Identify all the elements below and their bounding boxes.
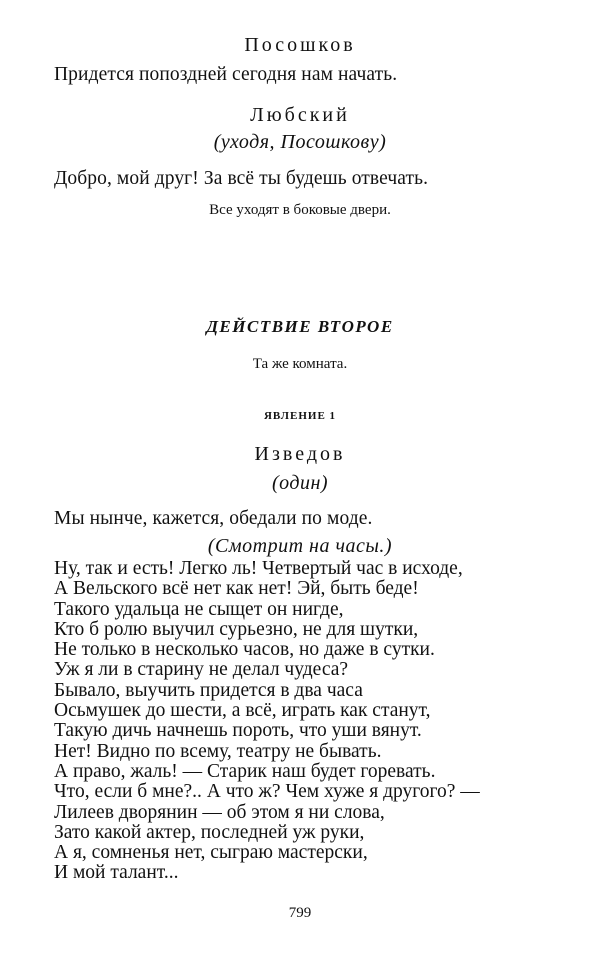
- verse-line: Лилеев дворянин — об этом я ни слова,: [54, 801, 385, 823]
- act-setting: Та же комната.: [252, 356, 348, 372]
- verse-line: Уж я ли в старину не делал чудеса?: [54, 659, 349, 681]
- page-number: 799: [288, 905, 312, 921]
- verse-line: Такого удальца не сыщет он нигде,: [54, 598, 344, 620]
- verse-line: А право, жаль! — Старик наш будет горевать.: [54, 760, 436, 782]
- verse-line: Ну, так и есть! Легко ль! Четвертый час в исходе,: [54, 558, 463, 579]
- verse-line: Бывало, выучить придется в два часа: [54, 679, 363, 701]
- speaker-name: Посошков: [244, 34, 356, 56]
- speaker-name: Изведов: [254, 443, 346, 465]
- stage-direction-inline: (один): [271, 472, 329, 494]
- speaker-name: Любский: [250, 104, 350, 126]
- stage-direction-inline: (уходя, Посошкову): [213, 131, 387, 153]
- verse-line: Добро, мой друг! За всё ты будешь отвечать.: [54, 168, 429, 189]
- stage-direction: Все уходят в боковые двери.: [209, 202, 391, 218]
- verse-line: Что, если б мне?.. А что ж? Чем хуже я другого? —: [54, 781, 480, 803]
- stage-direction-inline: (Смотрит на часы.): [207, 535, 393, 557]
- verse-line: Осьмушек до шести, а всё, играть как станут,: [54, 700, 431, 722]
- verse-line: Не только в несколько часов, но даже в сутки.: [54, 639, 435, 661]
- verse-line: Нет! Видно по всему, театру не бывать.: [54, 740, 382, 762]
- verse-line: Такую дичь начнешь пороть, что уши вянут.: [54, 720, 422, 742]
- act-title: ДЕЙСТВИЕ ВТОРОЕ: [206, 317, 394, 336]
- verse-line: И мой талант...: [54, 862, 179, 884]
- verse-line: Придется попоздней сегодня нам начать.: [54, 64, 398, 85]
- scene-heading: ЯВЛЕНИЕ 1: [263, 410, 337, 422]
- verse-line: А я, сомненья нет, сыграю мастерски,: [54, 842, 368, 864]
- verse-block: [54, 559, 480, 884]
- verse-line: А Вельского всё нет как нет! Эй, быть беде!: [54, 578, 419, 600]
- verse-line: Мы нынче, кажется, обедали по моде.: [54, 508, 373, 529]
- verse-line: Кто б ролю выучил сурьезно, не для шутки,: [54, 618, 419, 640]
- verse-line: Зато какой актер, последней уж руки,: [54, 821, 365, 843]
